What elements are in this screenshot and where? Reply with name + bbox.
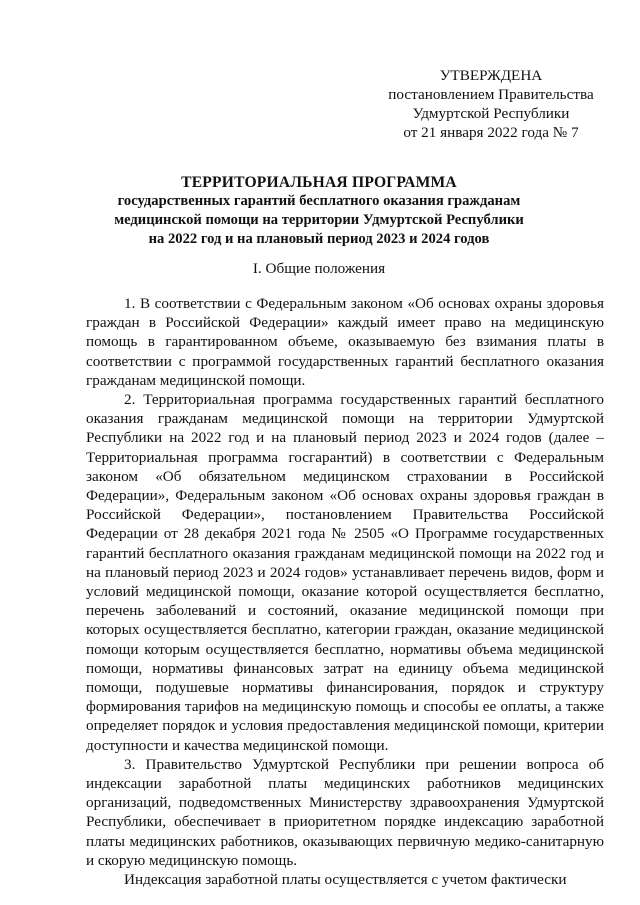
paragraph-2: 2. Территориальная программа государственных гарантий бесплатного оказания гражданам медицинской помощи на территории Удмуртской Республики на 2022 год и на плановый период 2023 и 2024 годов (далее – Территориальная программа госгарантий) в соответствии с Федеральным законом «Об обязательном медицинском страховании в Российской Федерации», Федеральным законом «Об основах охраны здоровья граждан в Российской Федерации», постановлением Правительства Российской Федерации от 28 декабря 2021 года № 2505 «О Программе государственных гарантий бесплатного оказания гражданам медицинской помощи на 2022 год и на плановый период 2023 и 2024 годов» устанавливает перечень видов, форм и условий медицинской помощи, оказание которой осуществляется бесплатно, перечень заболеваний и состояний, оказание медицинской помощи при которых осуществляется бесплатно, категории граждан, оказание медицинской помощи которым осуществляется бесплатно, нормативы объема медицинской помощи, нормативы финансовых затрат на единицу объема медицинской помощи, подушевые нормативы финансирования, порядок и структуру формирования тарифов на медицинскую помощь и способы ее оплаты, а также определяет порядок и условия предоставления медицинской помощи, критерии доступности и качества медицинской помощи. bbox=[86, 391, 604, 754]
title-subtitle-line-1: государственных гарантий бесплатного оказания гражданам bbox=[117, 193, 521, 209]
title-main: ТЕРРИТОРИАЛЬНАЯ ПРОГРАММА bbox=[181, 174, 457, 191]
approval-region: Удмуртской Республики bbox=[412, 105, 570, 122]
document-body bbox=[86, 294, 604, 889]
approval-stamp bbox=[386, 66, 596, 142]
paragraph-3: 3. Правительство Удмуртской Республики при решении вопроса об индексации заработной платы медицинских работников медицинских организаций, подведомственных Министерству здравоохранения Удмуртской Республики, обеспечивает в приоритетном порядке индексацию заработной платы медицинских работников, оказывающих первичную медико-санитарную и скорую медицинскую помощь. bbox=[86, 755, 604, 869]
paragraph-1: 1. В соответствии с Федеральным законом «Об основах охраны здоровья граждан в Российской Федерации» каждый имеет право на медицинскую помощь в гарантированном объеме, оказываемую без взимания платы в соответствии с программой государственных гарантий бесплатного оказания гражданам медицинской помощи. bbox=[86, 295, 604, 389]
document-title bbox=[60, 173, 578, 249]
section-heading: I. Общие положения bbox=[252, 260, 386, 277]
title-subtitle-line-3: на 2022 год и на плановый период 2023 и 2024 годов bbox=[148, 231, 490, 247]
paragraph-4: Индексация заработной платы осуществляется с учетом фактически bbox=[124, 871, 567, 889]
title-subtitle-line-2: медицинской помощи на территории Удмуртской Республики bbox=[114, 212, 524, 228]
approval-date-number: от 21 января 2022 года № 7 bbox=[403, 124, 579, 141]
approval-authority: постановлением Правительства bbox=[388, 86, 594, 103]
approval-status: УТВЕРЖДЕНА bbox=[439, 67, 543, 84]
